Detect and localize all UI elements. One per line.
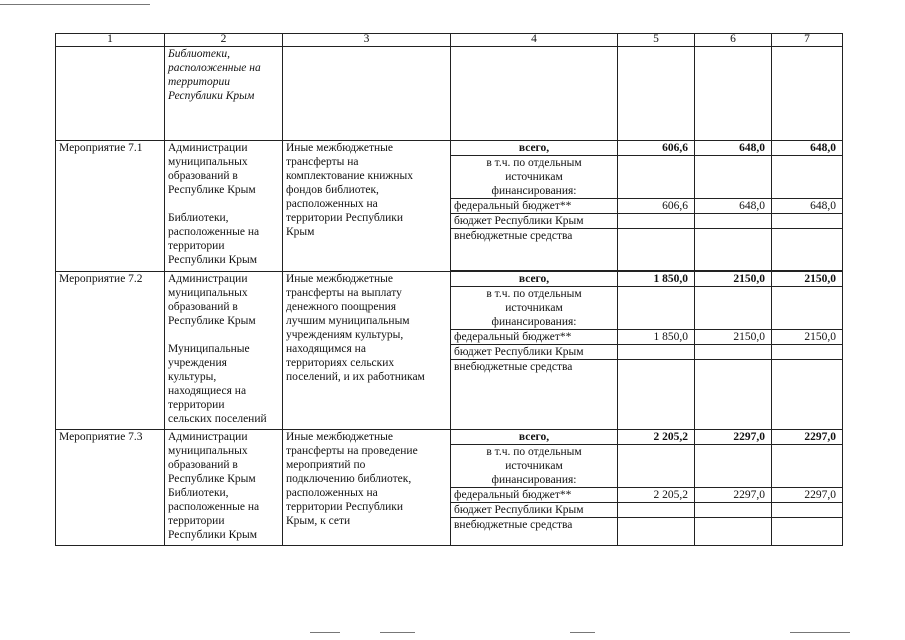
executor-text: Республике Крым <box>168 473 256 485</box>
description-text: расположенных на <box>286 487 378 499</box>
recipient-text: расположенные на <box>168 501 260 513</box>
executor-text: Республике Крым <box>168 184 256 196</box>
recipient-text: Библиотеки, <box>168 48 230 60</box>
description-text: трансферты на выплату <box>286 287 402 299</box>
incl-text: в т.ч. по отдельным <box>486 446 582 458</box>
empty-cell <box>695 445 772 488</box>
recipient-text: Республики Крым <box>168 90 255 102</box>
empty-cell <box>695 345 772 360</box>
empty-cell <box>772 360 843 430</box>
extra-label: внебюджетные средства <box>451 229 618 271</box>
value-cell: 2297,0 <box>695 488 772 503</box>
recipient-text: учреждения <box>168 357 227 369</box>
description-text: фондов библиотек, <box>286 184 379 196</box>
empty-cell <box>695 503 772 518</box>
empty-cell <box>695 156 772 199</box>
executor-text: Администрации <box>168 431 248 443</box>
incl-label <box>451 287 618 330</box>
empty-cell <box>618 360 695 430</box>
budget-table <box>55 33 843 546</box>
description-text: Крым, к сети <box>286 515 351 527</box>
empty-cell <box>618 518 695 546</box>
description-text: Крым <box>286 226 315 238</box>
federal-label: федеральный бюджет** <box>451 488 618 503</box>
description-text: поселений, и их работникам <box>286 371 425 383</box>
empty-cell <box>772 214 843 229</box>
federal-label: федеральный бюджет** <box>451 330 618 345</box>
incl-text: финансирования: <box>491 474 577 486</box>
empty-cell <box>618 156 695 199</box>
recipient-text: расположенные на <box>168 62 261 74</box>
incl-text: источникам <box>505 460 563 472</box>
value-cell: 606,6 <box>618 199 695 214</box>
scan-artifact-line <box>790 632 850 633</box>
event-executors <box>165 141 283 272</box>
event-description <box>283 141 451 272</box>
extra-label: внебюджетные средства <box>451 360 618 430</box>
header-cell: 1 <box>56 34 165 47</box>
header-cell: 3 <box>283 34 451 47</box>
description-text: находящимся на <box>286 343 366 355</box>
empty-cell <box>618 503 695 518</box>
recipient-text: территории <box>168 399 225 411</box>
scan-artifact-line <box>0 4 150 5</box>
total-label: всего, <box>451 141 618 156</box>
value-cell: 2 205,2 <box>618 488 695 503</box>
recipient-text: культуры, <box>168 371 217 383</box>
executor-text: образований в <box>168 301 238 313</box>
description-text: территориях сельских <box>286 357 395 369</box>
executor-text: муниципальных <box>168 156 248 168</box>
description-text: учреждениям культуры, <box>286 329 404 341</box>
value-cell: 2 205,2 <box>618 430 695 445</box>
recipient-text: Муниципальные <box>168 343 250 355</box>
continuation-row <box>56 47 843 141</box>
event-name: Мероприятие 7.2 <box>56 272 165 430</box>
executor-text: образований в <box>168 170 238 182</box>
empty-cell <box>772 287 843 330</box>
value-cell: 606,6 <box>618 141 695 156</box>
empty-cell <box>618 47 695 141</box>
recipient-text: находящиеся на <box>168 385 247 397</box>
incl-text: в т.ч. по отдельным <box>486 157 582 169</box>
scan-artifact-line <box>310 632 340 633</box>
empty-cell <box>772 47 843 141</box>
incl-text: в т.ч. по отдельным <box>486 288 582 300</box>
recipient-cell <box>165 47 283 141</box>
empty-cell <box>618 214 695 229</box>
event-executors <box>165 430 283 546</box>
executor-text: Республике Крым <box>168 315 256 327</box>
empty-cell <box>695 287 772 330</box>
description-text: территории Республики <box>286 501 404 513</box>
total-label: всего, <box>451 272 618 287</box>
description-text: подключению библиотек, <box>286 473 412 485</box>
description-text: Иные межбюджетные <box>286 431 393 443</box>
empty-cell <box>695 229 772 271</box>
event-executors <box>165 272 283 430</box>
description-text: территории Республики <box>286 212 404 224</box>
description-text: мероприятий по <box>286 459 366 471</box>
value-cell: 2150,0 <box>772 272 843 287</box>
extra-label: внебюджетные средства <box>451 518 618 546</box>
value-cell: 1 850,0 <box>618 330 695 345</box>
incl-text: источникам <box>505 171 563 183</box>
description-text: лучшим муниципальным <box>286 315 410 327</box>
value-cell: 2150,0 <box>772 330 843 345</box>
empty-cell <box>695 214 772 229</box>
description-text: трансферты на <box>286 156 359 168</box>
total-label: всего, <box>451 430 618 445</box>
executor-text: муниципальных <box>168 287 248 299</box>
description-text: трансферты на проведение <box>286 445 418 457</box>
recipient-text: сельских поселений <box>168 413 267 425</box>
value-cell: 648,0 <box>772 199 843 214</box>
federal-label: федеральный бюджет** <box>451 199 618 214</box>
empty-cell <box>618 287 695 330</box>
incl-text: финансирования: <box>491 185 577 197</box>
value-cell: 648,0 <box>772 141 843 156</box>
header-cell: 2 <box>165 34 283 47</box>
empty-cell <box>772 156 843 199</box>
value-cell: 2150,0 <box>695 330 772 345</box>
value-cell: 2150,0 <box>695 272 772 287</box>
recipient-text: Библиотеки, <box>168 212 229 224</box>
value-cell: 2297,0 <box>772 488 843 503</box>
header-cell: 5 <box>618 34 695 47</box>
empty-cell <box>451 47 618 141</box>
table-header-row <box>56 34 843 47</box>
value-cell: 2297,0 <box>695 430 772 445</box>
header-cell: 4 <box>451 34 618 47</box>
empty-cell <box>772 345 843 360</box>
header-cell: 7 <box>772 34 843 47</box>
scan-artifact-line <box>380 632 415 633</box>
value-cell: 1 850,0 <box>618 272 695 287</box>
recipient-text: Республики Крым <box>168 254 257 266</box>
description-text: Иные межбюджетные <box>286 142 393 154</box>
event-name: Мероприятие 7.3 <box>56 430 165 546</box>
executor-text: муниципальных <box>168 445 248 457</box>
description-text: Иные межбюджетные <box>286 273 393 285</box>
empty-cell <box>695 47 772 141</box>
recipient-text: территории <box>168 240 225 252</box>
incl-label <box>451 156 618 199</box>
description-text: комплектование книжных <box>286 170 414 182</box>
description-text: денежного поощрения <box>286 301 397 313</box>
empty-cell <box>772 229 843 271</box>
recipient-text: Библиотеки, <box>168 487 229 499</box>
event-row-total <box>56 272 843 287</box>
empty-cell <box>618 345 695 360</box>
empty-cell <box>772 518 843 546</box>
event-description <box>283 272 451 430</box>
incl-label <box>451 445 618 488</box>
empty-cell <box>695 360 772 430</box>
executor-text: Администрации <box>168 273 248 285</box>
header-cell: 6 <box>695 34 772 47</box>
value-cell: 648,0 <box>695 199 772 214</box>
event-description <box>283 430 451 546</box>
value-cell: 648,0 <box>695 141 772 156</box>
empty-cell <box>618 445 695 488</box>
executor-text: Администрации <box>168 142 248 154</box>
empty-cell <box>283 47 451 141</box>
executor-text: образований в <box>168 459 238 471</box>
empty-cell <box>56 47 165 141</box>
crimea-label: бюджет Республики Крым <box>451 503 618 518</box>
event-row-total <box>56 141 843 156</box>
crimea-label: бюджет Республики Крым <box>451 214 618 229</box>
incl-text: финансирования: <box>491 316 577 328</box>
value-cell: 2297,0 <box>772 430 843 445</box>
recipient-text: Республики Крым <box>168 529 257 541</box>
event-row-total <box>56 430 843 445</box>
crimea-label: бюджет Республики Крым <box>451 345 618 360</box>
empty-cell <box>618 229 695 271</box>
recipient-text: расположенные на <box>168 226 260 238</box>
description-text: расположенных на <box>286 198 378 210</box>
event-name: Мероприятие 7.1 <box>56 141 165 272</box>
recipient-text: территории <box>168 76 230 88</box>
scan-artifact-line <box>570 632 595 633</box>
incl-text: источникам <box>505 302 563 314</box>
empty-cell <box>772 445 843 488</box>
recipient-text: территории <box>168 515 225 527</box>
empty-cell <box>772 503 843 518</box>
empty-cell <box>695 518 772 546</box>
